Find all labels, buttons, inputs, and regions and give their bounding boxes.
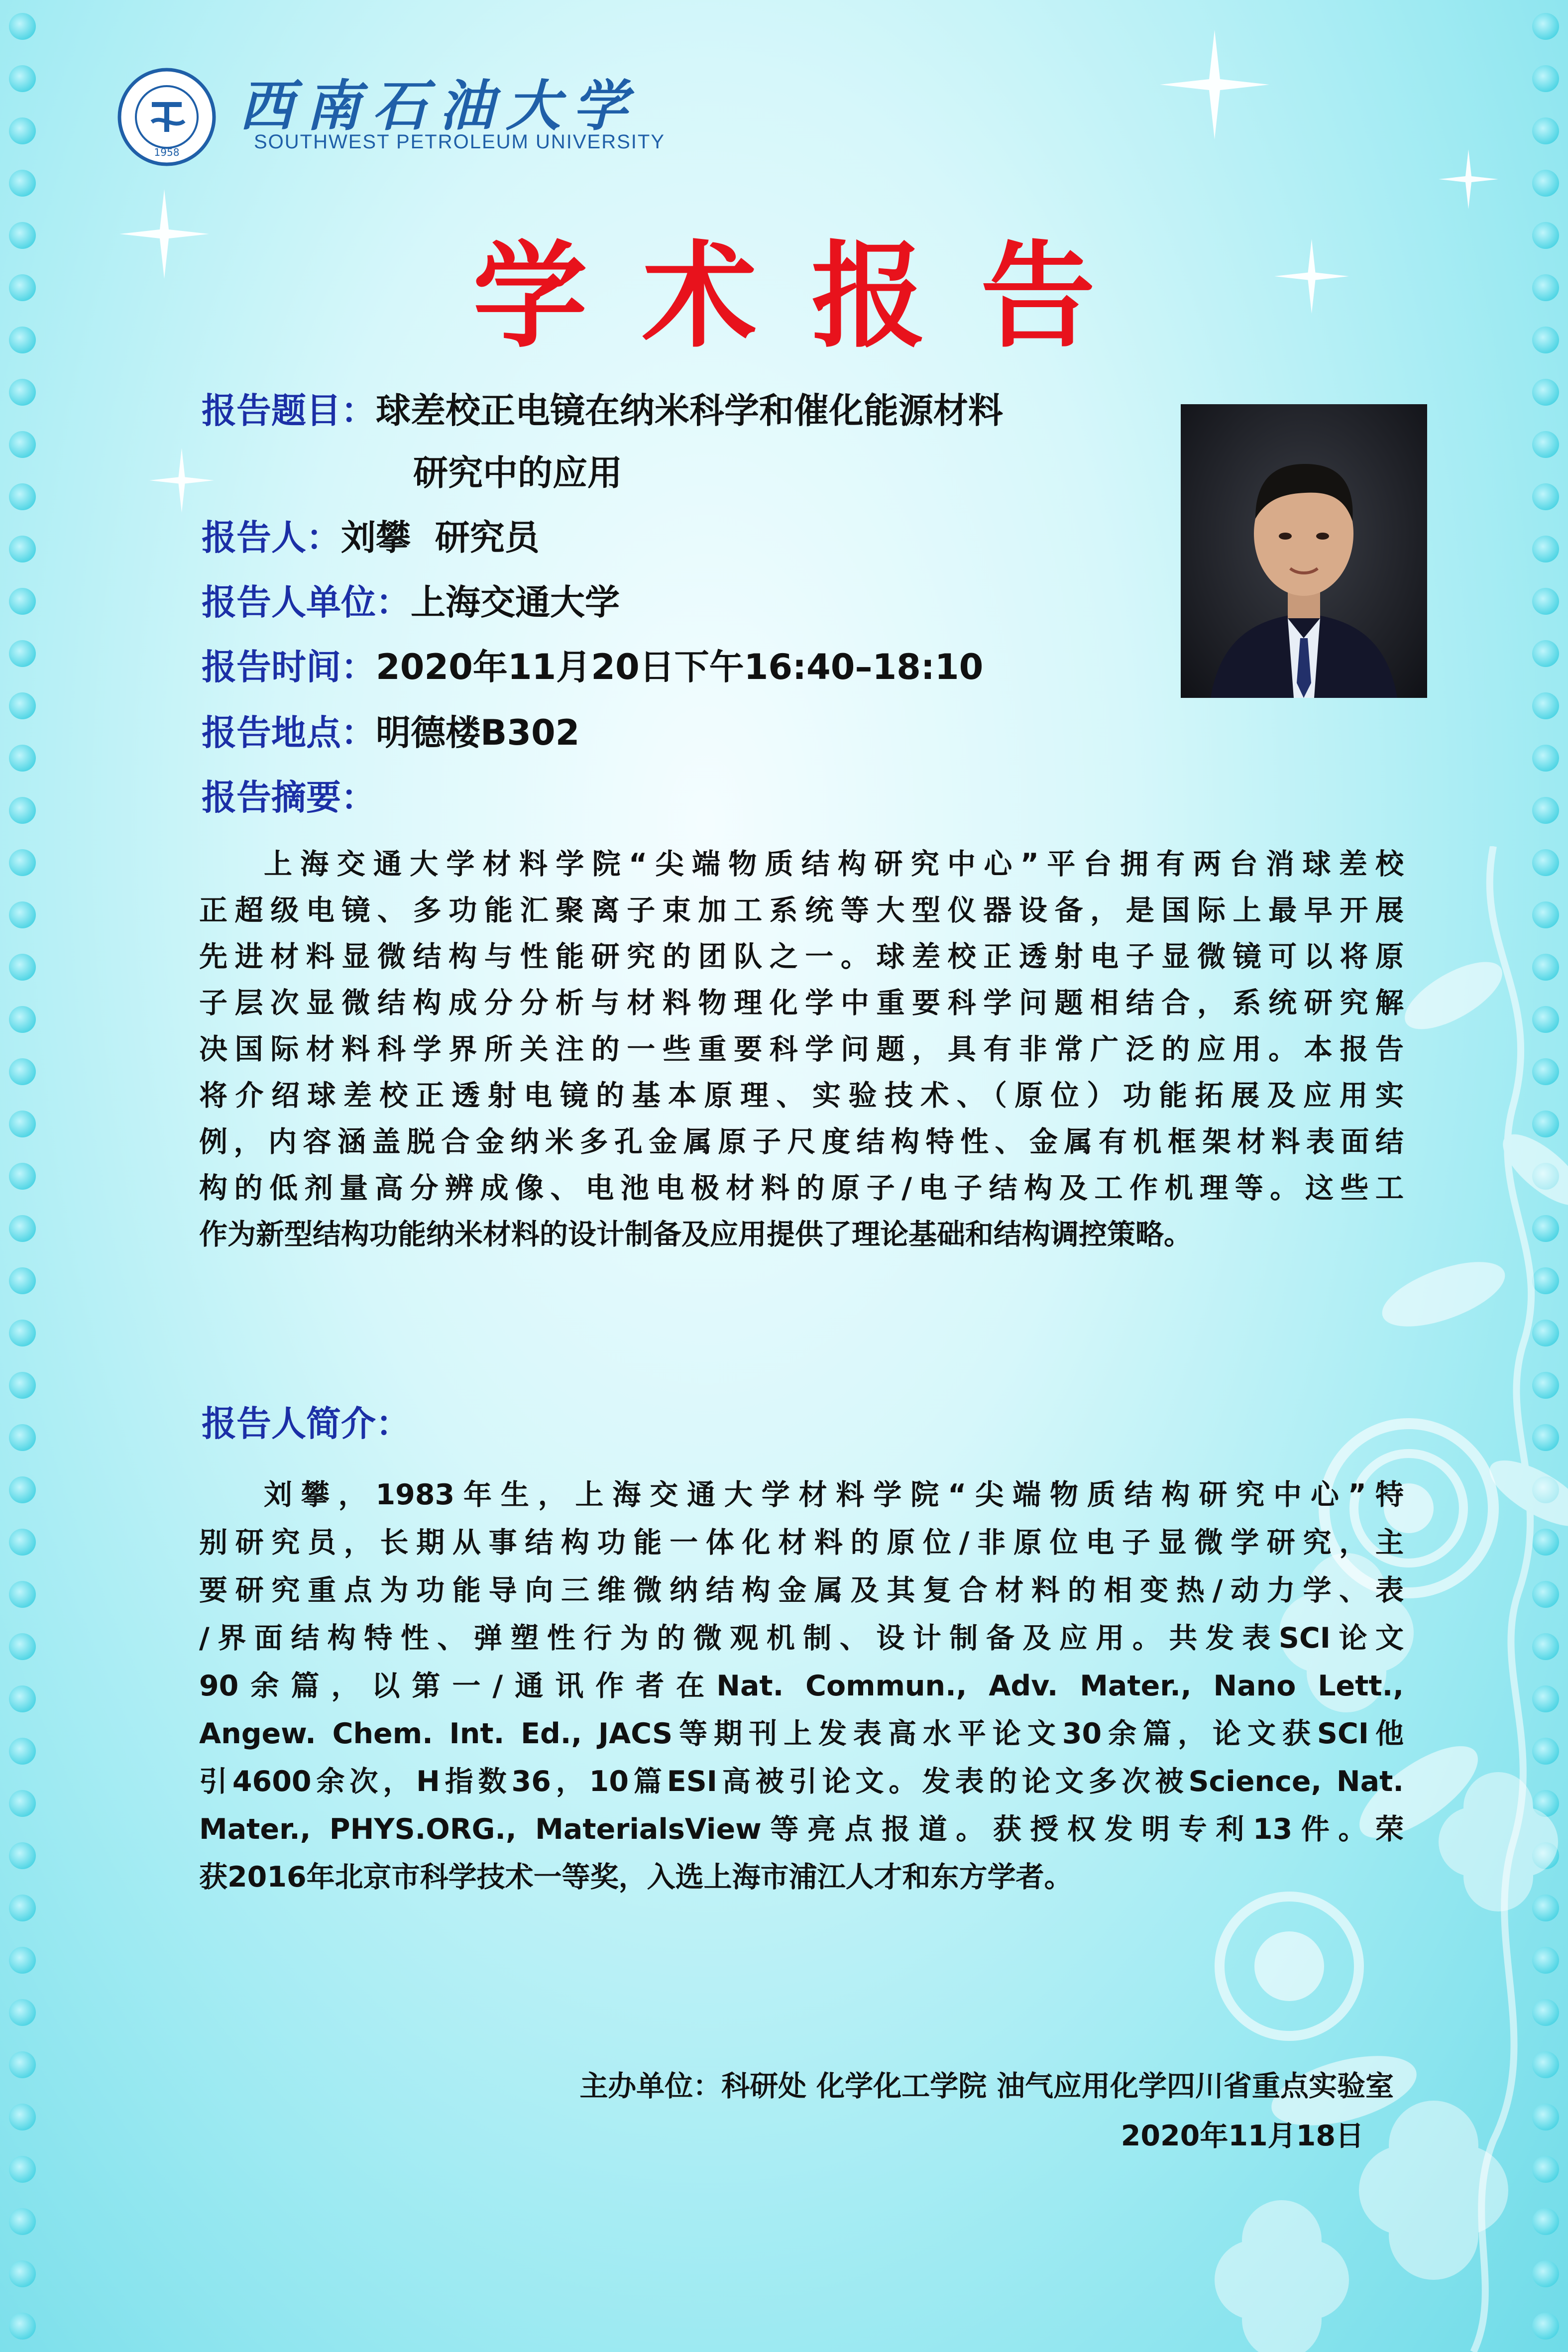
svg-text:1958: 1958 [154, 146, 180, 158]
bio-line: 要研究重点为功能导向三维微纳结构金属及其复合材料的相变热/动力学、表 [199, 1574, 1404, 1607]
page-title: 学术报告 [473, 230, 1150, 363]
speaker-photo [1181, 404, 1427, 698]
bio-line: 90余篇，以第一/通讯作者在Nat. Commun., Adv. Mater., Nano Lett., [199, 1670, 1404, 1702]
bio-line: Angew. Chem. Int. Ed., JACS等期刊上发表高水平论文30余篇，论文获SCI他 [199, 1717, 1404, 1750]
sparkle-icon [1439, 149, 1498, 209]
organizers: 主办单位：科研处 化学化工学院 油气应用化学四川省重点实验室 [579, 2070, 1394, 2103]
abstract-line: 将介绍球差校正透射电镜的基本原理、实验技术、（原位）功能拓展及应用实 [199, 1079, 1404, 1112]
speaker-value: 刘攀 研究员 [341, 517, 540, 558]
venue-label: 报告地点： [202, 712, 376, 753]
abstract-line: 例，内容涵盖脱合金纳米多孔金属原子尺度结构特性、金属有机框架材料表面结 [199, 1125, 1404, 1158]
bio-line: /界面结构特性、弹塑性行为的微观机制、设计制备及应用。共发表SCI论文 [199, 1622, 1404, 1655]
abstract-paragraph [199, 841, 1404, 1258]
topic-row [202, 390, 1003, 431]
bio-line: 获2016年北京市科学技术一等奖，入选上海市浦江人才和东方学者。 [199, 1861, 1073, 1894]
bio-line: 别研究员，长期从事结构功能一体化材料的原位/非原位电子显微学研究，主 [199, 1526, 1404, 1559]
speaker-photo-icon [1181, 404, 1427, 698]
topic-label: 报告题目： [202, 390, 376, 431]
university-name-cn: 西南石油大学 [239, 74, 639, 138]
bio-label: 报告人简介： [202, 1403, 411, 1444]
abstract-line: 正超级电镜、多功能汇聚离子束加工系统等大型仪器设备，是国际上最早开展 [199, 894, 1404, 927]
affiliation-label: 报告人单位： [202, 582, 411, 623]
university-name-en: SOUTHWEST PETROLEUM UNIVERSITY [254, 131, 666, 153]
venue-value: 明德楼B302 [376, 712, 580, 753]
abstract-label: 报告摘要： [202, 777, 376, 818]
abstract-line: 构的低剂量高分辨成像、电池电极材料的原子/电子结构及工作机理等。这些工 [199, 1172, 1404, 1205]
bio-line: 刘攀，1983年生，上海交通大学材料学院“尖端物质结构研究中心”特 [264, 1478, 1404, 1511]
bio-line: 引4600余次，H指数36，10篇ESI高被引论文。发表的论文多次被Science, Nat. [199, 1765, 1404, 1798]
affiliation-row [202, 582, 620, 623]
time-value: 2020年11月20日下午16:40–18:10 [376, 647, 984, 687]
bio-heading [202, 1403, 411, 1444]
abstract-line: 上海交通大学材料学院“尖端物质结构研究中心”平台拥有两台消球差校 [264, 848, 1404, 881]
time-label: 报告时间： [202, 647, 376, 687]
venue-row [202, 712, 580, 753]
abstract-line: 先进材料显微结构与性能研究的团队之一。球差校正透射电子显微镜可以将原 [199, 940, 1404, 973]
topic-line-2: 研究中的应用 [413, 452, 622, 493]
abstract-line: 决国际材料科学界所关注的一些重要科学问题，具有非常广泛的应用。本报告 [199, 1033, 1404, 1066]
university-seal-logo-icon [117, 67, 217, 167]
sparkle-icon [149, 448, 214, 513]
bio-paragraph [199, 1471, 1404, 1901]
abstract-heading [202, 777, 376, 818]
time-row [202, 647, 984, 687]
abstract-line: 子层次显微结构成分分析与材料物理化学中重要科学问题相结合，系统研究解 [199, 987, 1404, 1019]
sparkle-icon [1160, 30, 1269, 139]
speaker-row [202, 517, 540, 558]
bio-line: Mater., PHYS.ORG., MaterialsView等亮点报道。获授权发明专利13件。荣 [199, 1813, 1404, 1846]
topic-line-1: 球差校正电镜在纳米科学和催化能源材料 [376, 390, 1003, 431]
abstract-line: 作为新型结构功能纳米材料的设计制备及应用提供了理论基础和结构调控策略。 [199, 1218, 1192, 1251]
speaker-label: 报告人： [202, 517, 341, 558]
issue-date: 2020年11月18日 [1120, 2120, 1364, 2152]
affiliation-value: 上海交通大学 [411, 582, 620, 623]
